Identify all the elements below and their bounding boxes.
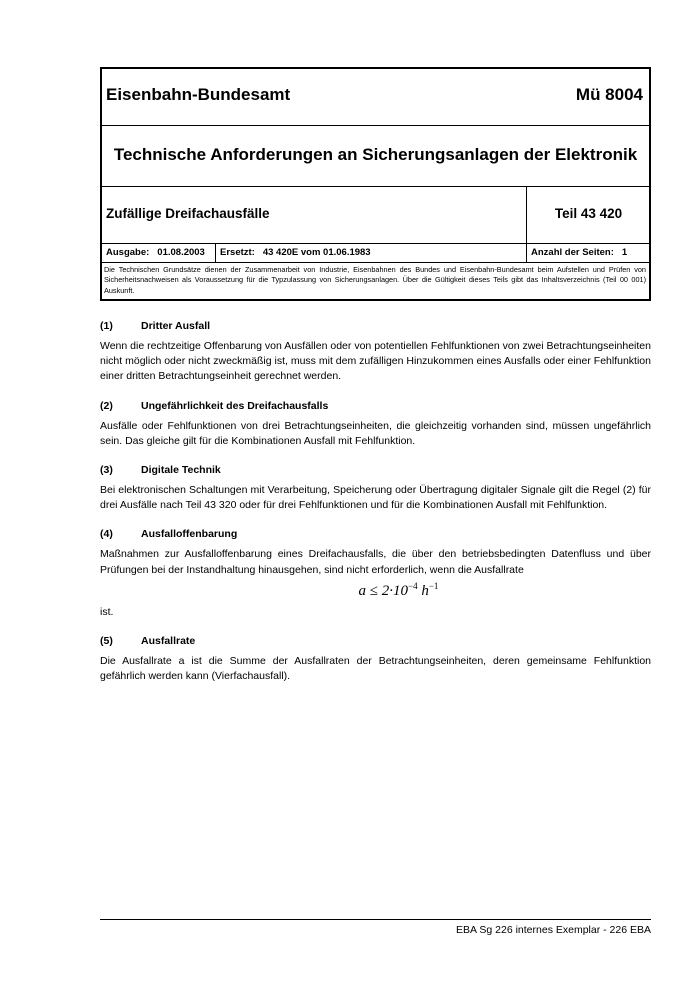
pages-cell <box>531 247 627 258</box>
section-text: Die Ausfallrate a ist die Summe der Ausfallraten der Betrachtungseinheiten, deren gemeinsame Fehlfunktion gefährlich werden kann (Vierfachausfall). <box>100 654 651 683</box>
formula-exponent: −4 <box>408 580 418 591</box>
section-number: (1) <box>100 320 113 332</box>
divider <box>526 187 527 243</box>
section-title: Digitale Technik <box>141 464 221 477</box>
section-title: Ungefährlichkeit des Dreifachausfalls <box>141 399 329 412</box>
formula-unit-exponent: −1 <box>428 580 439 591</box>
pages-label: Anzahl der Seiten: <box>531 247 614 258</box>
issue-label: Ausgabe: <box>106 247 150 258</box>
document-title: Technische Anforderungen an Sicherungsanlagen der Elektronik <box>113 145 638 164</box>
issue-date: 01.08.2003 <box>157 247 205 258</box>
footer-rule <box>100 919 651 920</box>
section-text: Wenn die rechtzeitige Offenbarung von Ausfällen oder von potentiellen Fehlfunktionen von zwei Betrachtungseinheiten nicht möglich oder nicht zweckmäßig ist, muss mit dem zufälligen Hinzukommen eines Ausfalls oder einer Fehlfunktion einer dritten Betrachtungseinheit gerechnet werden. <box>100 340 651 383</box>
section-3 <box>100 464 651 513</box>
header-row-subtitle <box>102 187 649 244</box>
section-number: (5) <box>100 634 113 647</box>
section-number: (4) <box>100 528 113 541</box>
document-subtitle: Zufällige Dreifachausfälle <box>106 206 270 221</box>
document-body <box>100 320 651 699</box>
header-note: Die Technischen Grundsätze dienen der Zusammenarbeit von Industrie, Eisenbahnen des Bundes und Eisenbahn-Bundesamt beim Aufstellen und Prüfen von Sicherheitsnachweisen als Voraussetzung für die Typzulassung von Sicherungsanlagen. Über die Gültigkeit dieses Teils gibt das Inhaltsverzeichnis (Teil 00 001) Auskunft. <box>104 265 646 295</box>
formula-base: a ≤ 2·10 <box>358 582 409 599</box>
agency-name: Eisenbahn-Bundesamt <box>106 85 291 104</box>
section-1 <box>100 320 651 385</box>
footer-text: EBA Sg 226 internes Exemplar - 226 EBA <box>456 924 651 936</box>
section-number: (3) <box>100 464 113 477</box>
section-text: Ausfälle oder Fehlfunktionen von drei Betrachtungseinheiten, die gleichzeitig vorhanden sind, müssen ungefährlich sein. Das gleiche gilt für die Kombinationen Ausfall mit Fehlfunktion. <box>100 419 651 447</box>
section-title: Ausfallrate <box>141 634 196 647</box>
section-title: Dritter Ausfall <box>141 320 211 332</box>
document-header <box>100 67 651 301</box>
issue-cell <box>106 247 205 258</box>
failure-rate-formula <box>100 581 651 600</box>
header-row-meta <box>102 244 649 263</box>
replaces-cell <box>220 247 371 258</box>
section-heading <box>100 528 651 540</box>
section-number: (2) <box>100 399 113 412</box>
section-title: Ausfalloffenbarung <box>141 528 238 541</box>
section-heading <box>100 635 651 647</box>
replaces-label: Ersetzt: <box>220 247 255 258</box>
header-row-agency <box>102 69 649 126</box>
pages-value: 1 <box>621 247 628 258</box>
section-heading <box>100 400 651 412</box>
section-5 <box>100 635 651 684</box>
part-number: Teil 43 420 <box>554 206 623 221</box>
section-text: Bei elektronischen Schaltungen mit Verarbeitung, Speicherung oder Übertragung digitaler Signale gilt die Regel (2) für drei Ausfälle nach Teil 43 320 oder für drei Fehlfunktionen und für die Kombinationen Ausfall mit Fehlfunktion. <box>100 484 651 512</box>
section-heading <box>100 464 651 476</box>
formula-unit: h <box>417 582 429 599</box>
section-heading <box>100 320 651 332</box>
divider <box>215 244 216 262</box>
section-4 <box>100 528 651 619</box>
document-number: Mü 8004 <box>575 85 643 104</box>
divider <box>526 244 527 262</box>
section-text: Maßnahmen zur Ausfalloffenbarung eines Dreifachausfalls, die über den betriebsbedingten Datenfluss und über Prüfungen bei der Instandhaltung hinausgehen, sind nicht erforderlich, wenn die Ausfallrate <box>100 548 651 576</box>
replaces-value: 43 420E vom 01.06.1983 <box>262 247 371 258</box>
header-row-title <box>102 126 649 187</box>
section-text-after: ist. <box>100 605 114 618</box>
section-2 <box>100 400 651 449</box>
